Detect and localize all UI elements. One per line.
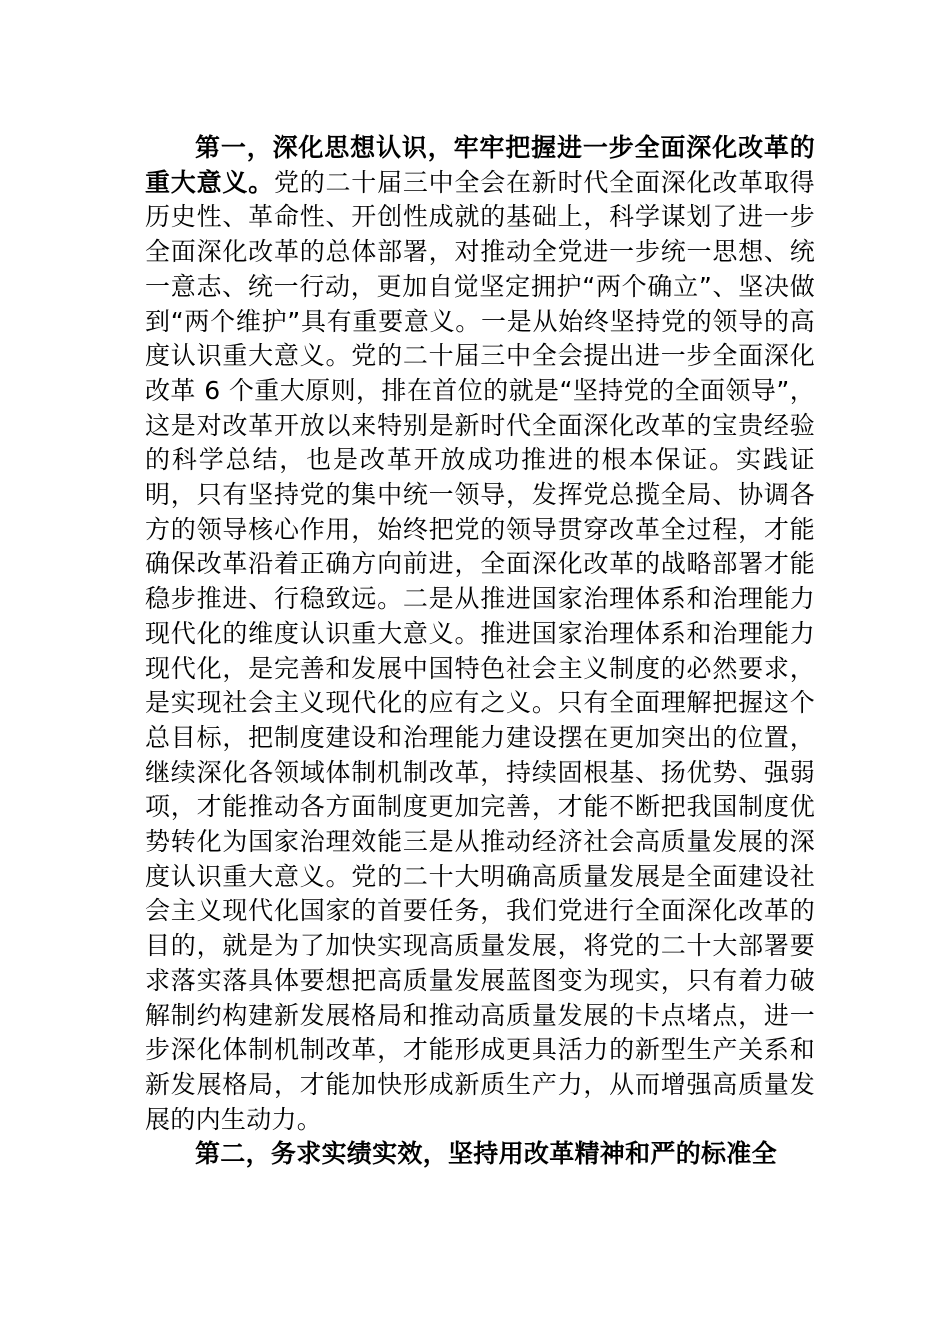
paragraph-2-heading: 第二，务求实绩实效，坚持用改革精神和严的标准全 [195,1139,777,1169]
paragraph-2 [145,1137,815,1172]
paragraph-1 [145,131,815,1137]
paragraph-1-heading: 第一，深化思想认识，牢牢把握进一步全面深化改革的重大意义。 [145,133,815,197]
document-body [145,131,815,1172]
paragraph-1-text: 党的二十届三中全会在新时代全面深化改革取得历史性、革命性、开创性成就的基础上，科学谋划了进一步全面深化改革的总体部署，对推动全党进一步统一思想、统一意志、统一行动，更加自觉坚定拥护“两个确立”、坚决做到“两个维护”具有重要意义。一是从始终坚持党的领导的高度认识重大意义。党的二十届三中全会提出进一步全面深化改革 6 个重大原则，排在首位的就是“坚持党的全面领导”，这是对改革开放以来特别是新时代全面深化改革的宝贵经验的科学总结，也是改革开放成功推进的根本保证。实践证明，只有坚持党的集中统一领导，发挥党总揽全局、协调各方的领导核心作用，始终把党的领导贯穿改革全过程，才能确保改革沿着正确方向前进，全面深化改革的战略部署才能稳步推进、行稳致远。二是从推进国家治理体系和治理能力现代化的维度认识重大意义。推进国家治理体系和治理能力现代化，是完善和发展中国特色社会主义制度的必然要求，是实现社会主义现代化的应有之义。只有全面理解把握这个总目标，把制度建设和治理能力建设摆在更加突出的位置，继续深化各领域体制机制改革，持续固根基、扬优势、强弱项，才能推动各方面制度更加完善，才能不断把我国制度优势转化为国家治理效能三是从推动经济社会高质量发展的深度认识重大意义。党的二十大明确高质量发展是全面建设社会主义现代化国家的首要任务，我们党进行全面深化改革的目的，就是为了加快实现高质量发展，将党的二十大部署要求落实落具体要想把高质量发展蓝图变为现实，只有着力破解制约构建新发展格局和推动高质量发展的卡点堵点，进一步深化体制机制改革，才能形成更具活力的新型生产关系和新发展格局，才能加快形成新质生产力，从而增强高质量发展的内生动力。 [145,167,815,1134]
